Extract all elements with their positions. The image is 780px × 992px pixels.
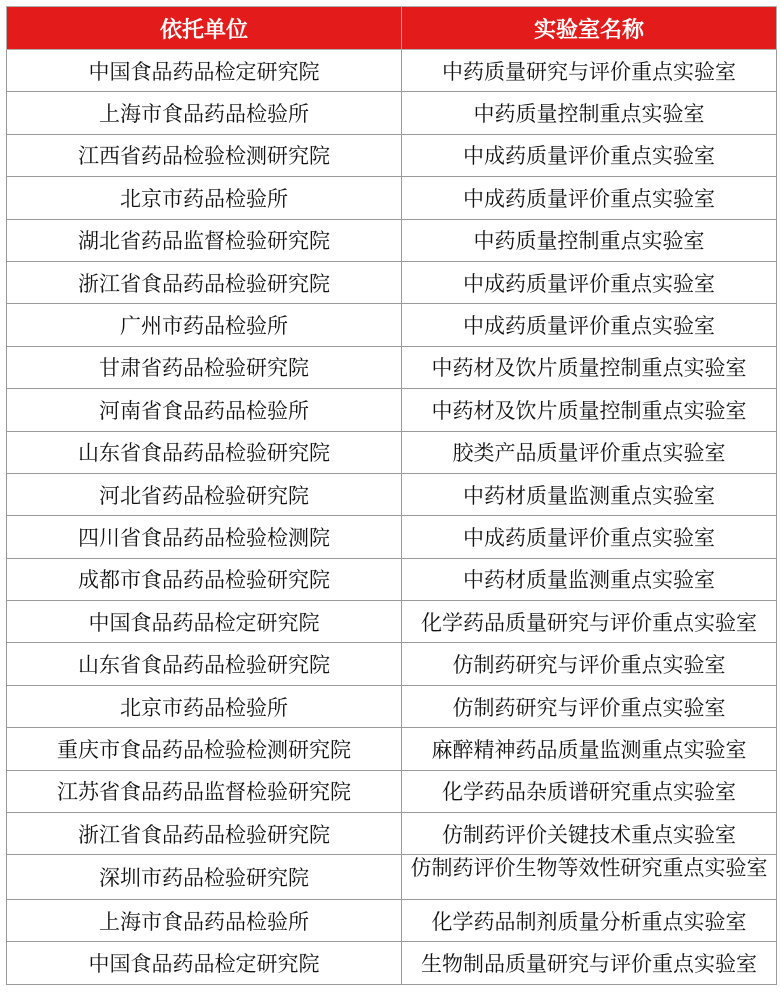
- institution-cell: 浙江省食品药品检验研究院: [7, 813, 402, 855]
- table-row: [7, 177, 777, 219]
- table-row: [7, 304, 777, 346]
- lab-name-cell: 仿制药评价关键技术重点实验室: [402, 813, 777, 855]
- institution-cell: 山东省食品药品检验研究院: [7, 643, 402, 685]
- lab-name-cell: 中药质量控制重点实验室: [402, 92, 777, 134]
- lab-name-cell: 中药材及饮片质量控制重点实验室: [402, 389, 777, 431]
- institution-cell: 河北省药品检验研究院: [7, 473, 402, 515]
- table-row: [7, 899, 777, 941]
- table-row: [7, 346, 777, 388]
- institution-cell: 浙江省食品药品检验研究院: [7, 261, 402, 303]
- lab-name-cell: 中成药质量评价重点实验室: [402, 304, 777, 346]
- institution-cell: 北京市药品检验所: [7, 177, 402, 219]
- table-row: [7, 601, 777, 643]
- table-row: [7, 516, 777, 558]
- table-row: [7, 685, 777, 727]
- institution-cell: 上海市食品药品检验所: [7, 899, 402, 941]
- lab-name-cell: 生物制品质量研究与评价重点实验室: [402, 942, 777, 984]
- table-row: [7, 473, 777, 515]
- institution-cell: 广州市药品检验所: [7, 304, 402, 346]
- institution-cell: 上海市食品药品检验所: [7, 92, 402, 134]
- table-row: [7, 261, 777, 303]
- lab-name-cell: 仿制药评价生物等效性研究重点实验室: [402, 855, 777, 899]
- table-row: [7, 92, 777, 134]
- table-row: [7, 389, 777, 431]
- lab-name-cell: 中成药质量评价重点实验室: [402, 177, 777, 219]
- table-body: [7, 50, 777, 985]
- table-row: [7, 219, 777, 261]
- lab-name-cell: 仿制药研究与评价重点实验室: [402, 685, 777, 727]
- table-row: [7, 855, 777, 899]
- lab-name-cell: 中药材及饮片质量控制重点实验室: [402, 346, 777, 388]
- table-row: [7, 770, 777, 812]
- institution-cell: 山东省食品药品检验研究院: [7, 431, 402, 473]
- institution-cell: 深圳市药品检验研究院: [7, 855, 402, 899]
- lab-name-cell: 中成药质量评价重点实验室: [402, 516, 777, 558]
- table-row: [7, 813, 777, 855]
- lab-name-cell: 中药材质量监测重点实验室: [402, 558, 777, 600]
- institution-cell: 四川省食品药品检验检测院: [7, 516, 402, 558]
- institution-cell: 重庆市食品药品检验检测研究院: [7, 728, 402, 770]
- institution-cell: 河南省食品药品检验所: [7, 389, 402, 431]
- table-row: [7, 431, 777, 473]
- institution-cell: 江西省药品检验检测研究院: [7, 134, 402, 176]
- laboratory-table: [6, 6, 777, 985]
- header-lab-name: 实验室名称: [402, 7, 777, 50]
- institution-cell: 北京市药品检验所: [7, 685, 402, 727]
- table-row: [7, 134, 777, 176]
- lab-name-cell: 中药质量控制重点实验室: [402, 219, 777, 261]
- institution-cell: 成都市食品药品检验研究院: [7, 558, 402, 600]
- lab-name-cell: 中成药质量评价重点实验室: [402, 134, 777, 176]
- lab-name-cell: 中药材质量监测重点实验室: [402, 473, 777, 515]
- table-row: [7, 643, 777, 685]
- lab-name-cell: 胶类产品质量评价重点实验室: [402, 431, 777, 473]
- institution-cell: 中国食品药品检定研究院: [7, 601, 402, 643]
- table-row: [7, 728, 777, 770]
- lab-name-cell: 化学药品杂质谱研究重点实验室: [402, 770, 777, 812]
- lab-name-cell: 化学药品制剂质量分析重点实验室: [402, 899, 777, 941]
- header-institution: 依托单位: [7, 7, 402, 50]
- institution-cell: 江苏省食品药品监督检验研究院: [7, 770, 402, 812]
- table-header-row: [7, 7, 777, 50]
- lab-name-cell: 化学药品质量研究与评价重点实验室: [402, 601, 777, 643]
- lab-name-cell: 麻醉精神药品质量监测重点实验室: [402, 728, 777, 770]
- table-row: [7, 50, 777, 92]
- institution-cell: 湖北省药品监督检验研究院: [7, 219, 402, 261]
- institution-cell: 甘肃省药品检验研究院: [7, 346, 402, 388]
- table-row: [7, 942, 777, 984]
- table-row: [7, 558, 777, 600]
- institution-cell: 中国食品药品检定研究院: [7, 50, 402, 92]
- lab-name-cell: 中成药质量评价重点实验室: [402, 261, 777, 303]
- lab-name-cell: 仿制药研究与评价重点实验室: [402, 643, 777, 685]
- institution-cell: 中国食品药品检定研究院: [7, 942, 402, 984]
- lab-name-cell: 中药质量研究与评价重点实验室: [402, 50, 777, 92]
